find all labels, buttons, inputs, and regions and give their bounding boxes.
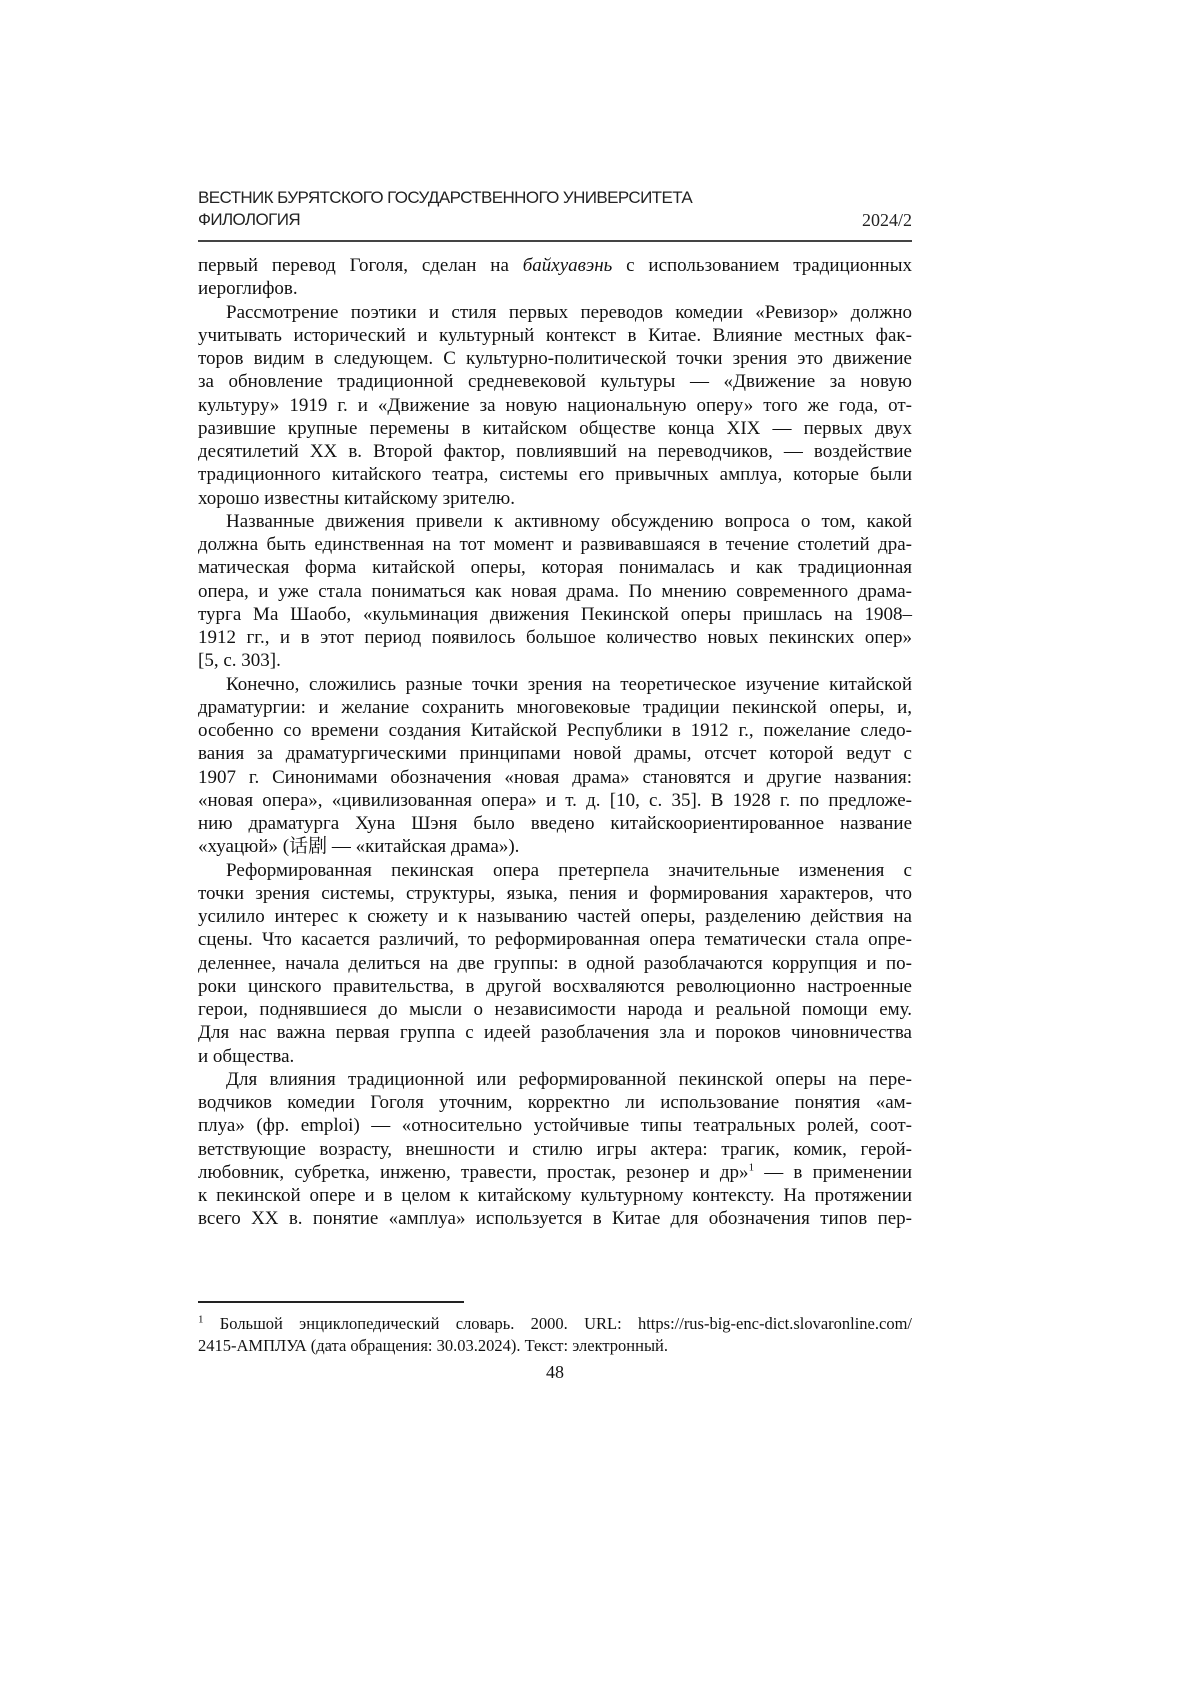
- text-line: Реформированная пекинская опера претерпела значительные изменения с: [198, 859, 912, 882]
- text-line: роки цинского правительства, в другой восхваляются революционно настроенные: [198, 975, 912, 998]
- text-line: матическая форма китайской оперы, которая понималась и как традиционная: [198, 556, 912, 579]
- text-line: [198, 254, 912, 277]
- text-line: учитывать исторический и культурный контекст в Китае. Влияние местных фак-: [198, 324, 912, 347]
- header-divider: [198, 240, 912, 242]
- text-line: разившие крупные перемены в китайском обществе конца XIX — первых двух: [198, 417, 912, 440]
- article-body: [198, 254, 912, 1231]
- text-segment: первый перевод Гоголя, сделан на: [198, 255, 523, 276]
- text-segment: любовник, субретка, инженю, травести, простак, резонер и др»: [198, 1162, 749, 1183]
- text-line: [5, с. 303].: [198, 649, 912, 672]
- issue-number: 2024/2: [862, 210, 912, 231]
- text-line: герои, поднявшиеся до мысли о независимости народа и реальной помощи ему.: [198, 998, 912, 1021]
- text-segment: — в применении: [754, 1162, 912, 1183]
- text-line: вания за драматургическими принципами новой драмы, отсчет которой ведут с: [198, 742, 912, 765]
- text-line: нию драматурга Хуна Шэня было введено китайскоориентированное название: [198, 812, 912, 835]
- text-line: к пекинской опере и в целом к китайскому культурному контексту. На протяжении: [198, 1184, 912, 1207]
- footnote-line: 2415-АМПЛУА (дата обращения: 30.03.2024). Текст: электронный.: [198, 1335, 912, 1357]
- text-line: 1907 г. Синонимами обозначения «новая драма» становятся и другие названия:: [198, 766, 912, 789]
- text-line: плуа» (фр. emploi) — «относительно устойчивые типы театральных ролей, соот-: [198, 1114, 912, 1137]
- text-line: 1912 гг., и в этот период появилось большое количество новых пекинских опер»: [198, 626, 912, 649]
- text-line: [198, 1161, 912, 1184]
- text-line: Для влияния традиционной или реформированной пекинской оперы на пере-: [198, 1068, 912, 1091]
- footnote-divider: [198, 1301, 464, 1303]
- page-number: 48: [0, 1362, 1110, 1383]
- footnote: [198, 1313, 912, 1357]
- text-line: Рассмотрение поэтики и стиля первых переводов комедии «Ревизор» должно: [198, 301, 912, 324]
- journal-section: ФИЛОЛОГИЯ: [198, 210, 912, 230]
- text-line: хорошо известны китайскому зрителю.: [198, 487, 912, 510]
- text-line: традиционного китайского театра, системы его привычных амплуа, которые были: [198, 463, 912, 486]
- text-line: опера, и уже стала пониматься как новая драма. По мнению современного драма-: [198, 580, 912, 603]
- text-line: и общества.: [198, 1045, 912, 1068]
- text-line: иероглифов.: [198, 277, 912, 300]
- text-line: Конечно, сложились разные точки зрения на теоретическое изучение китайской: [198, 673, 912, 696]
- text-line: ветствующие возрасту, внешности и стилю игры актера: трагик, комик, герой-: [198, 1138, 912, 1161]
- footnote-reference[interactable]: 1: [749, 1161, 755, 1173]
- text-line: Названные движения привели к активному обсуждению вопроса о том, какой: [198, 510, 912, 533]
- journal-title: ВЕСТНИК БУРЯТСКОГО ГОСУДАРСТВЕННОГО УНИВЕРСИТЕТА: [198, 188, 912, 208]
- text-segment: с использованием традиционных: [612, 255, 912, 276]
- text-line: за обновление традиционной средневековой культуры — «Движение за новую: [198, 370, 912, 393]
- text-line: должна быть единственная на тот момент и развивавшаяся в течение столетий дра-: [198, 533, 912, 556]
- italic-term: байхуавэнь: [523, 255, 613, 276]
- text-line: десятилетий XX в. Второй фактор, повлиявший на переводчиков, — воздействие: [198, 440, 912, 463]
- footnote-line: [198, 1313, 912, 1335]
- text-line: всего XX в. понятие «амплуа» используется в Китае для обозначения типов пер-: [198, 1207, 912, 1230]
- text-line: Для нас важна первая группа с идеей разоблачения зла и пороков чиновничества: [198, 1021, 912, 1044]
- text-line: культуру» 1919 г. и «Движение за новую национальную оперу» того же года, от-: [198, 394, 912, 417]
- text-line: точки зрения системы, структуры, языка, пения и формирования характеров, что: [198, 882, 912, 905]
- text-line: торов видим в следующем. С культурно-политической точки зрения это движение: [198, 347, 912, 370]
- text-line: деленнее, начала делиться на две группы: в одной разоблачаются коррупция и по-: [198, 952, 912, 975]
- footnote-text: Большой энциклопедический словарь. 2000. URL: https://rus-big-enc-dict.slovaronline.com/: [204, 1314, 913, 1333]
- text-line: турга Ма Шаобо, «кульминация движения Пекинской оперы пришлась на 1908–: [198, 603, 912, 626]
- text-line: «хуацюй» (话剧 — «китайская драма»).: [198, 835, 912, 858]
- text-line: драматургии: и желание сохранить многовековые традиции пекинской оперы, и,: [198, 696, 912, 719]
- text-line: усилило интерес к сюжету и к называнию частей оперы, разделению действия на: [198, 905, 912, 928]
- text-line: сцены. Что касается различий, то реформированная опера тематически стала опре-: [198, 928, 912, 951]
- footnote-number: 1: [198, 1314, 204, 1326]
- text-line: особенно со времени создания Китайской Республики в 1912 г., пожелание следо-: [198, 719, 912, 742]
- text-line: «новая опера», «цивилизованная опера» и т. д. [10, с. 35]. В 1928 г. по предложе-: [198, 789, 912, 812]
- text-line: водчиков комедии Гоголя уточним, корректно ли использование понятия «ам-: [198, 1091, 912, 1114]
